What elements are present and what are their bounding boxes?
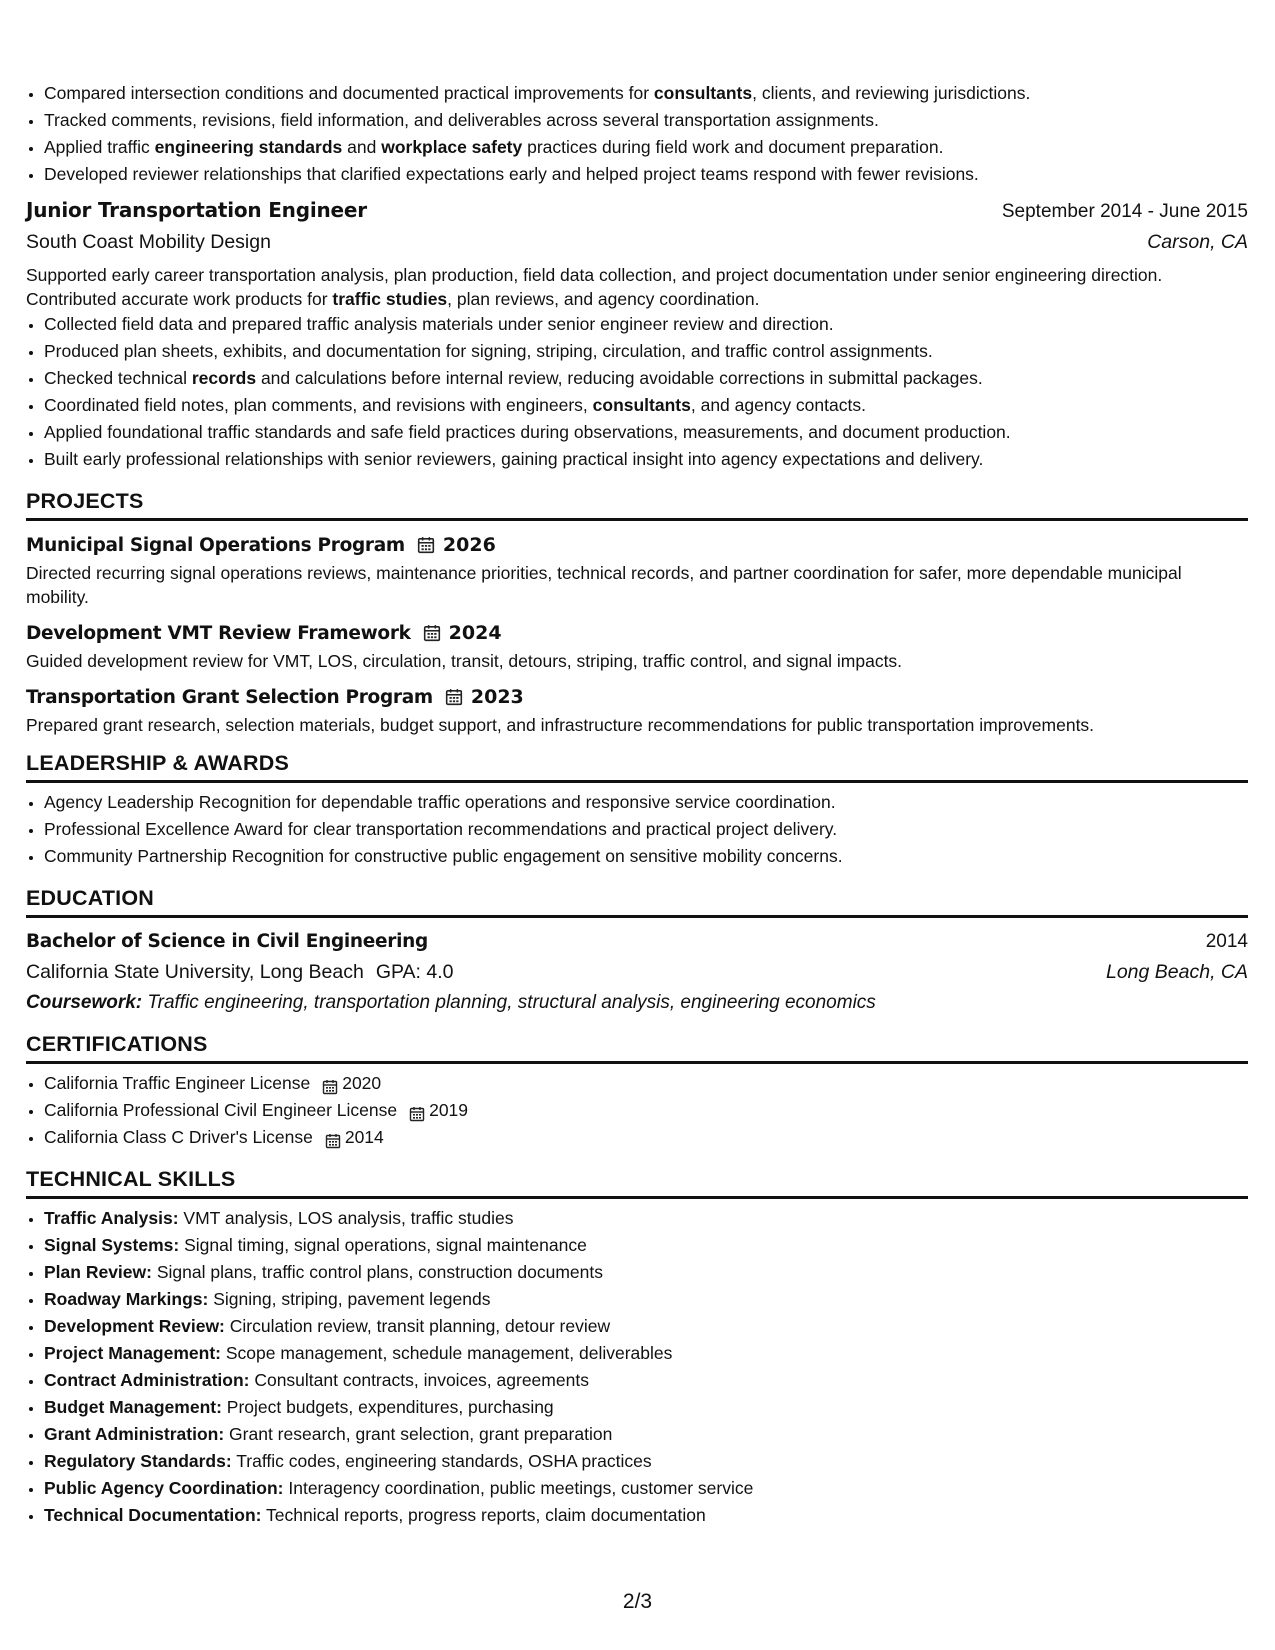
prior-job-bullet-list [26, 80, 1248, 188]
leadership-item: • Agency Leadership Recognition for dependable traffic operations and responsive service coordination. [44, 789, 1248, 816]
bullet-item [44, 365, 1248, 392]
certification-year: 2014 [344, 1127, 384, 1147]
skill-item [44, 1232, 1248, 1259]
project-item [26, 622, 1248, 673]
skill-value: Signal timing, signal operations, signal maintenance [179, 1235, 587, 1255]
project-item [26, 534, 1248, 609]
bold-text: consultants [592, 395, 691, 415]
bullet-item [44, 134, 1248, 161]
certifications-list [26, 1070, 1248, 1151]
project-name: Transportation Grant Selection Program [26, 686, 433, 708]
bullet-item [44, 446, 1248, 473]
certification-year: 2020 [342, 1073, 382, 1093]
skill-label: Regulatory Standards: [44, 1451, 232, 1471]
text-run: Coordinated field notes, plan comments, and revisions with engineers, [44, 395, 593, 415]
text-run: and calculations before internal review, reducing avoidable corrections in submittal packages. [256, 368, 983, 388]
text-run: Built early professional relationships with senior reviewers, gaining practical insight into agency expectations and delivery. [44, 449, 984, 469]
skill-label: Signal Systems: [44, 1235, 180, 1255]
project-header [26, 534, 1248, 556]
job-bullet-list [26, 311, 1248, 473]
bullet-item [44, 107, 1248, 134]
project-description: Guided development review for VMT, LOS, circulation, transit, detours, striping, traffic control, and signal impacts. [26, 651, 903, 671]
skill-label: Development Review: [44, 1316, 225, 1336]
skill-label: Contract Administration: [44, 1370, 250, 1390]
project-description: Prepared grant research, selection materials, budget support, and infrastructure recommendations for public transportation improvements. [26, 715, 1095, 735]
certification-name: California Traffic Engineer License [44, 1073, 311, 1093]
bold-text: consultants [653, 83, 753, 103]
text-run: Compared intersection conditions and documented practical improvements for [44, 83, 654, 103]
bold-text: workplace safety [381, 137, 523, 157]
education-gpa: GPA: 4.0 [375, 961, 454, 983]
skill-value: VMT analysis, LOS analysis, traffic studies [178, 1208, 514, 1228]
education-school-line [26, 961, 454, 984]
calendar-icon [417, 536, 435, 554]
section-title-skills: TECHNICAL SKILLS [26, 1167, 1248, 1199]
text-run: Applied traffic [44, 137, 155, 157]
certification-name: California Class C Driver's License [44, 1127, 313, 1147]
skill-label: Budget Management: [44, 1397, 222, 1417]
text-run: and [342, 137, 382, 157]
calendar-icon [322, 1076, 338, 1092]
skill-label: Traffic Analysis: [44, 1208, 179, 1228]
education-subheader [26, 961, 1248, 984]
text-run: Checked technical [44, 368, 192, 388]
education-year: 2014 [1205, 931, 1248, 952]
project-item [26, 686, 1248, 737]
project-name: Development VMT Review Framework [26, 622, 411, 644]
bold-text: engineering standards [154, 137, 343, 157]
education-degree: Bachelor of Science in Civil Engineering [26, 931, 428, 952]
bold-text: records [191, 368, 257, 388]
text-run: Supported early career transportation analysis, plan production, field data collection, and project documentation under senior engineering direction. Contributed accurate work products for [26, 265, 1163, 309]
skill-label: Project Management: [44, 1343, 221, 1363]
coursework-label: Coursework: [26, 992, 143, 1013]
text-run: Developed reviewer relationships that clarified expectations early and helped project teams respond with fewer revisions. [44, 164, 979, 184]
job-summary [26, 263, 1248, 311]
skill-value: Technical reports, progress reports, claim documentation [261, 1505, 706, 1525]
skill-label: Technical Documentation: [44, 1505, 262, 1525]
project-year: 2024 [448, 622, 502, 644]
section-title-leadership: LEADERSHIP & AWARDS [26, 751, 1248, 783]
text-run: , plan reviews, and agency coordination. [447, 289, 760, 309]
text-run: Produced plan sheets, exhibits, and documentation for signing, striping, circulation, and traffic control assignments. [44, 341, 933, 361]
coursework-value: Traffic engineering, transportation planning, structural analysis, engineering economics [142, 992, 876, 1013]
calendar-icon [423, 624, 441, 642]
skill-item [44, 1367, 1248, 1394]
job-subheader [26, 231, 1248, 254]
project-year: 2026 [442, 534, 496, 556]
text-run: Tracked comments, revisions, field information, and deliverables across several transportation assignments. [44, 110, 879, 130]
job-header [26, 198, 1248, 223]
leadership-item: • Community Partnership Recognition for constructive public engagement on sensitive mobility concerns. [44, 843, 1248, 870]
bullet-item [44, 80, 1248, 107]
skill-value: Interagency coordination, public meetings, customer service [283, 1478, 754, 1498]
certification-item [44, 1124, 1248, 1151]
skill-value: Project budgets, expenditures, purchasing [221, 1397, 554, 1417]
skill-label: Public Agency Coordination: [44, 1478, 284, 1498]
skill-item [44, 1448, 1248, 1475]
education-header [26, 931, 1248, 953]
text-run: , clients, and reviewing jurisdictions. [752, 83, 1031, 103]
text-run: , and agency contacts. [690, 395, 866, 415]
project-header [26, 686, 1248, 708]
skill-item [44, 1286, 1248, 1313]
bullet-item [44, 338, 1248, 365]
project-year: 2023 [470, 686, 524, 708]
skill-label: Roadway Markings: [44, 1289, 209, 1309]
skills-list [26, 1205, 1248, 1529]
skill-value: Circulation review, transit planning, detour review [224, 1316, 611, 1336]
education-school: California State University, Long Beach [26, 961, 364, 983]
page-number: 2/3 [622, 1590, 653, 1613]
resume-page [26, 80, 1248, 1529]
skill-item [44, 1421, 1248, 1448]
certification-item [44, 1097, 1248, 1124]
certification-year: 2019 [429, 1100, 469, 1120]
text-run: Applied foundational traffic standards and safe field practices during observations, measurements, and document production. [44, 422, 1011, 442]
skill-label: Plan Review: [44, 1262, 152, 1282]
skill-item [44, 1394, 1248, 1421]
skill-value: Signal plans, traffic control plans, construction documents [151, 1262, 603, 1282]
calendar-icon [409, 1103, 425, 1119]
job-location: Carson, CA [1147, 231, 1248, 253]
skill-value: Consultant contracts, invoices, agreements [249, 1370, 589, 1390]
skill-item [44, 1340, 1248, 1367]
calendar-icon [445, 688, 463, 706]
leadership-list [26, 789, 1248, 870]
leadership-item: • Professional Excellence Award for clear transportation recommendations and practical project delivery. [44, 816, 1248, 843]
section-title-education: EDUCATION [26, 886, 1248, 918]
calendar-icon [325, 1130, 341, 1146]
job-dates: September 2014 - June 2015 [1001, 201, 1248, 222]
section-title-projects: PROJECTS [26, 489, 1248, 521]
skill-item [44, 1475, 1248, 1502]
project-header [26, 622, 1248, 644]
skill-value: Scope management, schedule management, deliverables [220, 1343, 673, 1363]
project-description: Directed recurring signal operations reviews, maintenance priorities, technical records, and partner coordination for safer, more dependable municipal mobility. [26, 563, 1182, 607]
skill-value: Signing, striping, pavement legends [208, 1289, 491, 1309]
certification-name: California Professional Civil Engineer License [44, 1100, 398, 1120]
text-run: practices during field work and document preparation. [522, 137, 944, 157]
skill-item [44, 1259, 1248, 1286]
project-name: Municipal Signal Operations Program [26, 534, 405, 556]
skill-item [44, 1205, 1248, 1232]
section-title-certifications: CERTIFICATIONS [26, 1032, 1248, 1064]
bullet-item [44, 311, 1248, 338]
education-location: Long Beach, CA [1105, 961, 1248, 983]
skill-value: Grant research, grant selection, grant preparation [224, 1424, 613, 1444]
text-run: Collected field data and prepared traffic analysis materials under senior engineer review and direction. [44, 314, 834, 334]
skill-item [44, 1313, 1248, 1340]
education-coursework [26, 992, 1248, 1014]
bullet-item [44, 161, 1248, 188]
bold-text: traffic studies [332, 289, 448, 309]
certification-item [44, 1070, 1248, 1097]
job-company: South Coast Mobility Design [26, 231, 271, 253]
projects-list [26, 534, 1248, 737]
skill-label: Grant Administration: [44, 1424, 225, 1444]
skill-value: Traffic codes, engineering standards, OSHA practices [231, 1451, 652, 1471]
bullet-item [44, 392, 1248, 419]
job-title: Junior Transportation Engineer [26, 198, 367, 222]
skill-item [44, 1502, 1248, 1529]
bullet-item [44, 419, 1248, 446]
